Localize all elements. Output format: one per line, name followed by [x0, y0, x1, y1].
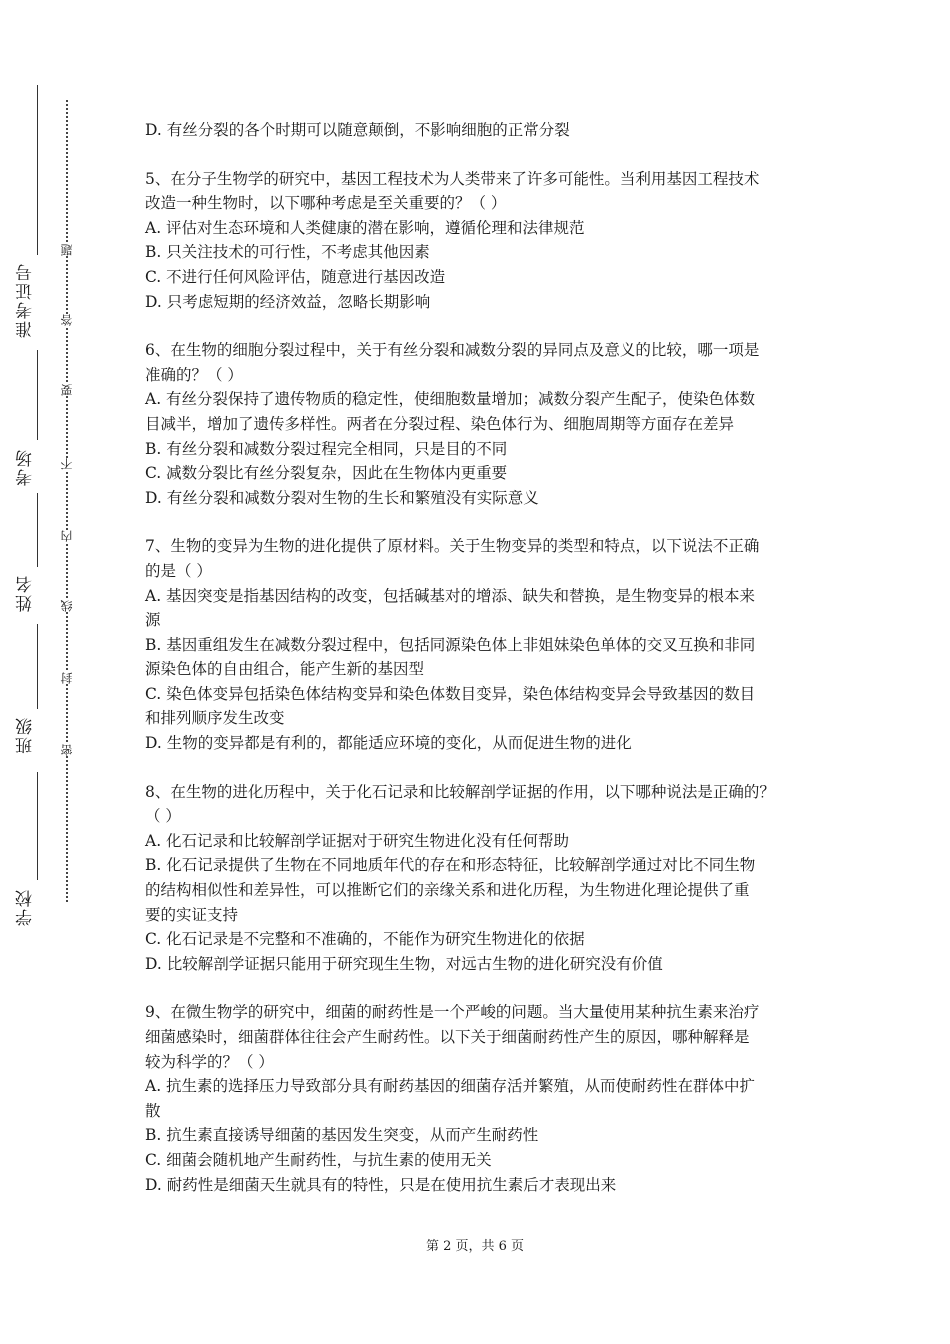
binding-margin: [0, 0, 120, 1344]
question-stem: （ ）: [145, 807, 181, 826]
option-text: D. 比较解剖学证据只能用于研究现生生物，对远古生物的进化研究没有价值: [145, 954, 663, 973]
field-line-class: [37, 624, 38, 709]
option-text: C. 不进行任何风险评估，随意进行基因改造: [145, 267, 446, 286]
continued-option: [145, 118, 825, 143]
option-text: D. 有丝分裂的各个时期可以随意颠倒，不影响细胞的正常分裂: [145, 121, 570, 139]
option-text: B. 有丝分裂和减数分裂过程完全相同，只是目的不同: [145, 439, 508, 458]
option-text: 要的实证支持: [145, 905, 239, 924]
field-line-name: [37, 493, 38, 567]
field-line-exam-room: [37, 350, 38, 440]
question-block: [145, 534, 825, 755]
option-text: A. 化石记录和比较解剖学证据对于研究生物进化没有任何帮助: [145, 831, 570, 850]
seal-char: 不: [60, 458, 74, 470]
question-stem: 改造一种生物时，以下哪种考虑是至关重要的？（ ）: [145, 194, 507, 213]
option-text: C. 减数分裂比有丝分裂复杂，因此在生物体内更重要: [145, 464, 508, 483]
question-block: [145, 338, 825, 510]
field-label-school: 学校: [16, 888, 36, 926]
option-text: D. 耐药性是细菌天生就具有的特性，只是在使用抗生素后才表现出来: [145, 1175, 617, 1194]
question-block: [145, 1000, 825, 1197]
seal-char: 答: [60, 314, 74, 326]
option-text: A. 基因突变是指基因结构的改变，包括碱基对的增添、缺失和替换，是生物变异的根本来: [145, 586, 756, 605]
seal-char: 密: [60, 744, 74, 756]
question-stem: 8、在生物的进化历程中，关于化石记录和比较解剖学证据的作用，以下哪种说法是正确的？: [145, 782, 775, 801]
question-stem: 9、在微生物学的研究中，细菌的耐药性是一个严峻的问题。当大量使用某种抗生素来治疗: [145, 1003, 760, 1022]
question-block: [145, 167, 825, 315]
option-text: A. 抗生素的选择压力导致部分具有耐药基因的细菌存活并繁殖，从而使耐药性在群体中扩: [145, 1077, 756, 1096]
question-stem: 的是（ ）: [145, 561, 212, 580]
seal-char: 线: [60, 600, 74, 612]
field-label-exam-room: 考场: [16, 448, 36, 486]
field-label-class: 班级: [16, 716, 36, 754]
option-text: 源: [145, 611, 161, 630]
seal-char: 题: [60, 244, 74, 256]
option-text: C. 化石记录是不完整和不准确的，不能作为研究生物进化的依据: [145, 930, 585, 949]
option-text: 的结构相似性和差异性，可以推断它们的亲缘关系和进化历程，为生物进化理论提供了重: [145, 881, 750, 900]
option-text: 和排列顺序发生改变: [145, 709, 285, 728]
field-line-school: [37, 772, 38, 880]
option-text: D. 只考虑短期的经济效益，忽略长期影响: [145, 292, 431, 311]
seal-dotted-line: [66, 100, 68, 902]
seal-char: 要: [60, 384, 74, 396]
question-stem: 7、生物的变异为生物的进化提供了原材料。关于生物变异的类型和特点，以下说法不正确: [145, 537, 760, 556]
option-text: B. 只关注技术的可行性，不考虑其他因素: [145, 243, 430, 262]
field-line-exam-number: [37, 85, 38, 255]
question-stem: 较为科学的？（ ）: [145, 1052, 274, 1071]
page-footer: 第 2 页，共 6 页: [425, 1239, 525, 1254]
seal-char: 内: [60, 530, 74, 542]
question-stem: 准确的？（ ）: [145, 365, 243, 384]
option-text: 源染色体的自由组合，能产生新的基因型: [145, 660, 425, 679]
question-block: [145, 780, 825, 977]
field-label-name: 姓名: [16, 574, 36, 612]
option-text: C. 染色体变异包括染色体结构变异和染色体数目变异，染色体结构变异会导致基因的数目: [145, 684, 756, 703]
question-list: [145, 167, 825, 1198]
option-text: B. 基因重组发生在减数分裂过程中，包括同源染色体上非姐妹染色单体的交叉互换和非同: [145, 635, 756, 654]
field-label-exam-number: 准考证号: [16, 262, 36, 338]
option-text: 目减半，增加了遗传多样性。两者在分裂过程、染色体行为、细胞周期等方面存在差异: [145, 414, 735, 433]
option-text: B. 化石记录提供了生物在不同地质年代的存在和形态特征，比较解剖学通过对比不同生物: [145, 856, 756, 875]
question-stem: 6、在生物的细胞分裂过程中，关于有丝分裂和减数分裂的异同点及意义的比较，哪一项是: [145, 341, 760, 360]
question-content: [145, 118, 825, 1221]
option-text: A. 有丝分裂保持了遗传物质的稳定性，使细胞数量增加；减数分裂产生配子，使染色体数: [145, 390, 756, 409]
option-text: D. 有丝分裂和减数分裂对生物的生长和繁殖没有实际意义: [145, 488, 539, 507]
option-text: B. 抗生素直接诱导细菌的基因发生突变，从而产生耐药性: [145, 1126, 539, 1145]
option-text: C. 细菌会随机地产生耐药性，与抗生素的使用无关: [145, 1150, 492, 1169]
option-text: D. 生物的变异都是有利的，都能适应环境的变化，从而促进生物的进化: [145, 734, 632, 753]
seal-char: 封: [60, 672, 74, 684]
option-text: 散: [145, 1101, 161, 1120]
option-text: A. 评估对生态环境和人类健康的潜在影响，遵循伦理和法律规范: [145, 218, 585, 237]
question-stem: 细菌感染时，细菌群体往往会产生耐药性。以下关于细菌耐药性产生的原因，哪种解释是: [145, 1028, 750, 1046]
question-stem: 5、在分子生物学的研究中，基因工程技术为人类带来了许多可能性。当利用基因工程技术: [145, 169, 760, 188]
